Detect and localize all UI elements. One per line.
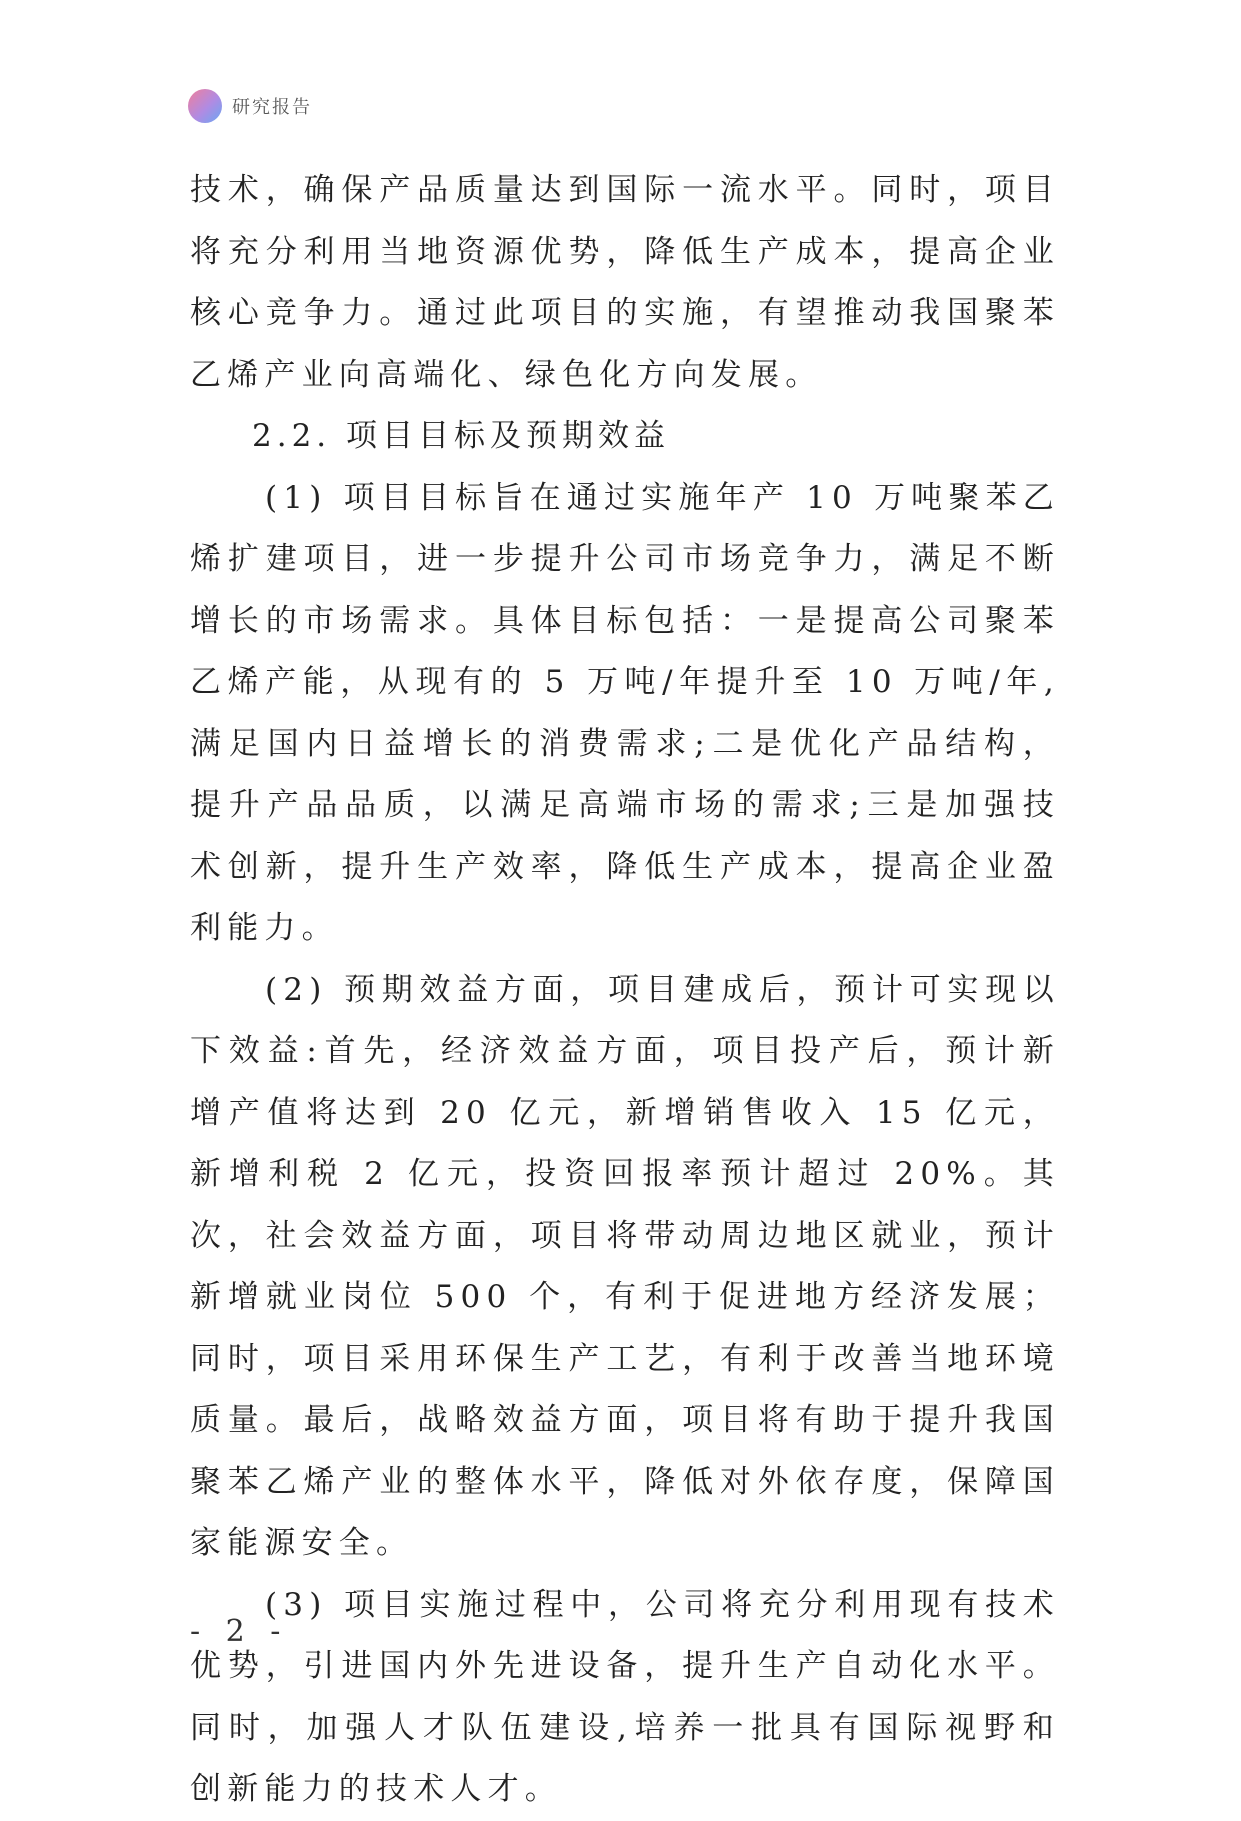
- paragraph-project-goals: (1) 项目目标旨在通过实施年产 10 万吨聚苯乙烯扩建项目，进一步提升公司市场竞争力，满足不断增长的市场需求。具体目标包括：一是提高公司聚苯乙烯产能，从现有的 5 万吨/年提升至 10 万吨/年,满足国内日益增长的消费需求;二是优化产品结构，提升产品品质，以满足高端市场的需求;三是加强技术创新，提升生产效率，降低生产成本，提高企业盈利能力。: [190, 479, 1060, 946]
- paragraph-continuation: 技术，确保产品质量达到国际一流水平。同时，项目将充分利用当地资源优势，降低生产成本，提高企业核心竞争力。通过此项目的实施，有望推动我国聚苯乙烯产业向高端化、绿色化方向发展。: [190, 172, 1060, 393]
- logo-icon: [188, 89, 222, 123]
- paragraph-expected-benefits: (2) 预期效益方面，项目建成后，预计可实现以下效益:首先，经济效益方面，项目投产后，预计新增产值将达到 20 亿元，新增销售收入 15 亿元，新增利税 2 亿元，投资回报率预计超过 20%。其次，社会效益方面，项目将带动周边地区就业，预计新增就业岗位 500 个，有利于促进地方经济发展；同时，项目采用环保生产工艺，有利于改善当地环境质量。最后，战略效益方面，项目将有助于提升我国聚苯乙烯产业的整体水平，降低对外依存度，保障国家能源安全。: [190, 971, 1060, 1561]
- page-header: [188, 88, 312, 124]
- page-number: - 2 -: [190, 1614, 289, 1649]
- paragraph-implementation: (3) 项目实施过程中，公司将充分利用现有技术优势，引进国内外先进设备，提升生产自动化水平。同时，加强人才队伍建设,培养一批具有国际视野和创新能力的技术人才。: [190, 1586, 1060, 1807]
- header-title: 研究报告: [232, 97, 312, 118]
- section-heading: 2.2. 项目目标及预期效益: [252, 418, 671, 454]
- document-body: [190, 160, 1060, 1821]
